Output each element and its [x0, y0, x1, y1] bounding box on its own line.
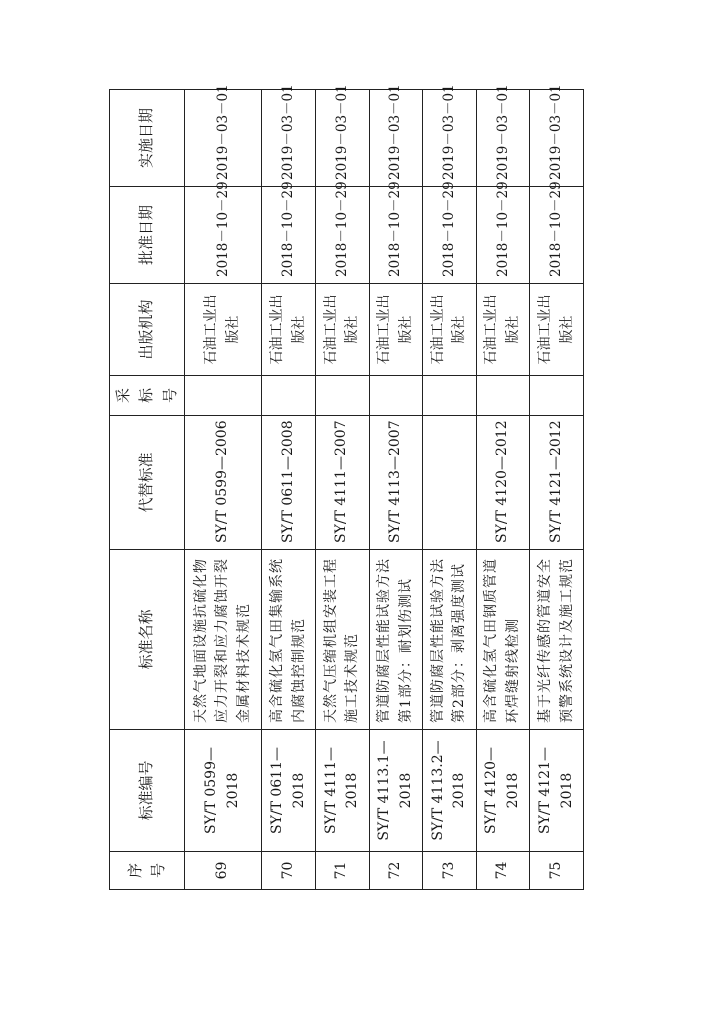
cell-seq: 73 — [423, 852, 477, 890]
cell-name: 管道防腐层性能试验方法 第1部分：耐划伤测试 — [369, 550, 423, 730]
header-adopted: 采标号 — [110, 376, 185, 416]
cell-implementation: 2019－03－01 — [423, 90, 477, 187]
table-row — [262, 90, 316, 890]
cell-approval: 2018－10－29 — [262, 187, 316, 284]
cell-name: 高含硫化氢气田集输系统内腐蚀控制规范 — [262, 550, 316, 730]
cell-replaced — [423, 416, 477, 550]
cell-adopted — [262, 376, 316, 416]
cell-adopted — [184, 376, 262, 416]
cell-name: 天然气地面设施抗硫化物应力开裂和应力腐蚀开裂金属材料技术规范 — [184, 550, 262, 730]
table-row — [369, 90, 423, 890]
cell-implementation: 2019－03－01 — [530, 90, 584, 187]
cell-implementation: 2019－03－01 — [369, 90, 423, 187]
cell-replaced: SY/T 0599—2006 — [184, 416, 262, 550]
cell-seq: 69 — [184, 852, 262, 890]
standards-table — [109, 84, 584, 890]
cell-seq: 70 — [262, 852, 316, 890]
cell-code: SY/T 0611—2018 — [262, 730, 316, 852]
cell-replaced: SY/T 0611—2008 — [262, 416, 316, 550]
cell-replaced: SY/T 4121—2012 — [530, 416, 584, 550]
cell-adopted — [530, 376, 584, 416]
cell-code: SY/T 4111—2018 — [315, 730, 369, 852]
cell-replaced: SY/T 4113—2007 — [369, 416, 423, 550]
cell-implementation: 2019－03－01 — [315, 90, 369, 187]
rotated-page — [109, 84, 584, 890]
cell-publisher: 石油工业出版社 — [423, 284, 477, 376]
cell-name: 天然气压缩机组安装工程施工技术规范 — [315, 550, 369, 730]
header-row — [110, 90, 185, 890]
cell-seq: 75 — [530, 852, 584, 890]
cell-approval: 2018－10－29 — [423, 187, 477, 284]
cell-name: 高含硫化氢气田钢质管道环焊缝射线检测 — [476, 550, 530, 730]
cell-adopted — [369, 376, 423, 416]
cell-seq: 71 — [315, 852, 369, 890]
cell-approval: 2018－10－29 — [476, 187, 530, 284]
cell-name: 基于光纤传感的管道安全预警系统设计及施工规范 — [530, 550, 584, 730]
cell-adopted — [476, 376, 530, 416]
cell-publisher: 石油工业出版社 — [184, 284, 262, 376]
cell-code: SY/T 0599—2018 — [184, 730, 262, 852]
cell-seq: 72 — [369, 852, 423, 890]
cell-replaced: SY/T 4120—2012 — [476, 416, 530, 550]
cell-publisher: 石油工业出版社 — [476, 284, 530, 376]
header-code: 标准编号 — [110, 730, 185, 852]
table-row — [423, 90, 477, 890]
cell-code: SY/T 4113.2—2018 — [423, 730, 477, 852]
header-approval: 批准日期 — [110, 187, 185, 284]
cell-name: 管道防腐层性能试验方法 第2部分：剥离强度测试 — [423, 550, 477, 730]
header-publisher: 出版机构 — [110, 284, 185, 376]
cell-publisher: 石油工业出版社 — [315, 284, 369, 376]
cell-code: SY/T 4121—2018 — [530, 730, 584, 852]
cell-publisher: 石油工业出版社 — [262, 284, 316, 376]
cell-publisher: 石油工业出版社 — [530, 284, 584, 376]
table-row — [315, 90, 369, 890]
cell-approval: 2018－10－29 — [369, 187, 423, 284]
cell-approval: 2018－10－29 — [530, 187, 584, 284]
header-implementation: 实施日期 — [110, 90, 185, 187]
cell-adopted — [423, 376, 477, 416]
cell-implementation: 2019－03－01 — [262, 90, 316, 187]
cell-replaced: SY/T 4111—2007 — [315, 416, 369, 550]
header-replaced: 代替标准 — [110, 416, 185, 550]
cell-code: SY/T 4113.1—2018 — [369, 730, 423, 852]
cell-implementation: 2019－03－01 — [184, 90, 262, 187]
cell-adopted — [315, 376, 369, 416]
table-row — [530, 90, 584, 890]
cell-implementation: 2019－03－01 — [476, 90, 530, 187]
cell-approval: 2018－10－29 — [315, 187, 369, 284]
cell-seq: 74 — [476, 852, 530, 890]
cell-approval: 2018－10－29 — [184, 187, 262, 284]
header-name: 标准名称 — [110, 550, 185, 730]
header-seq: 序号 — [110, 852, 185, 890]
cell-code: SY/T 4120—2018 — [476, 730, 530, 852]
table-row — [476, 90, 530, 890]
cell-publisher: 石油工业出版社 — [369, 284, 423, 376]
table-row — [184, 90, 262, 890]
